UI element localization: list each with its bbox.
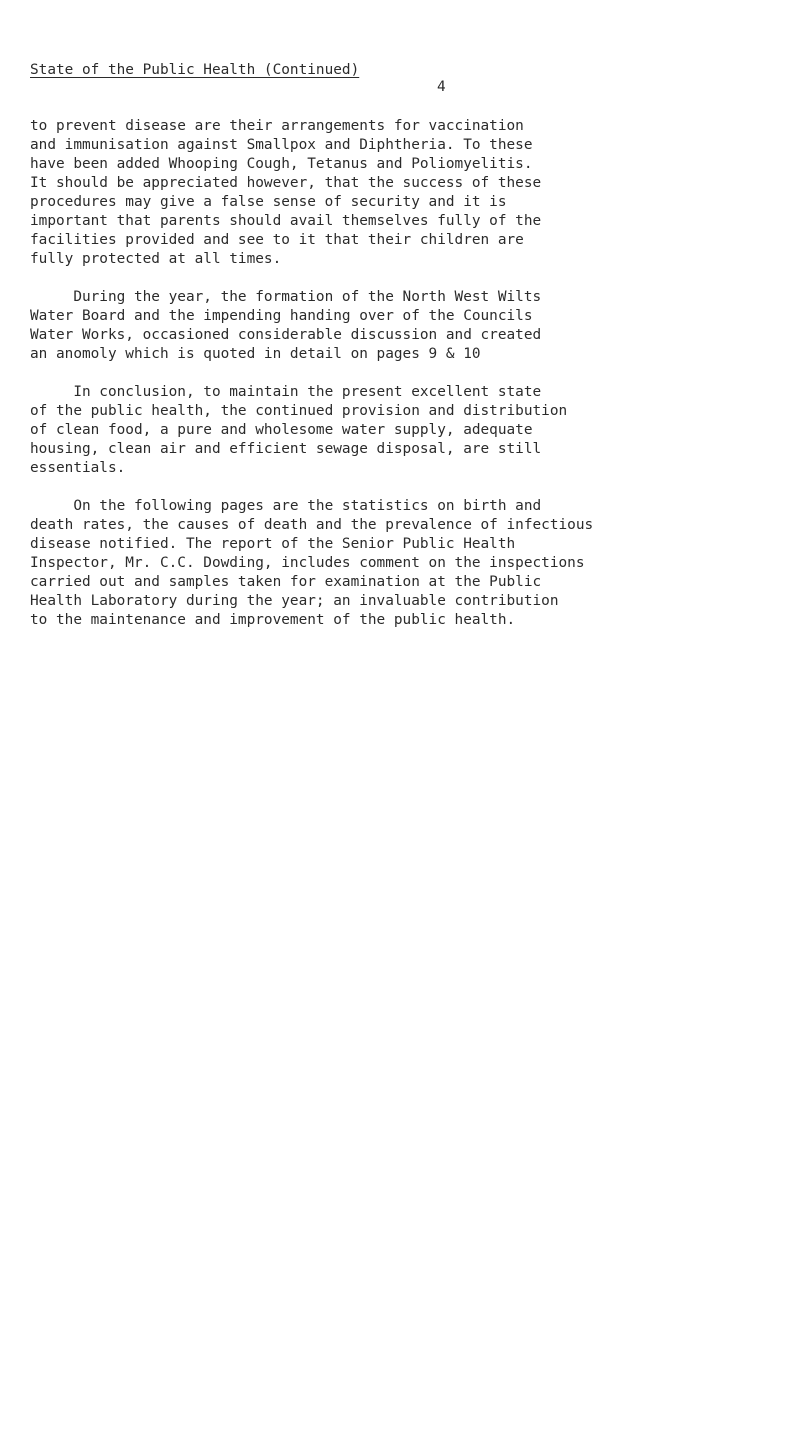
text-line: It should be appreciated however, that the success of these — [30, 175, 542, 191]
text-line: Water Board and the impending handing over of the Councils — [30, 308, 533, 324]
text-line: In conclusion, to maintain the present excellent state — [30, 384, 542, 400]
text-line: essentials. — [30, 460, 126, 476]
text-line: On the following pages are the statistics on birth and — [30, 498, 542, 514]
text-line: facilities provided and see to it that their children are — [30, 232, 524, 248]
text-line: an anomoly which is quoted in detail on pages 9 & 10 — [30, 346, 481, 362]
text-line: have been added Whooping Cough, Tetanus and Poliomyelitis. — [30, 156, 533, 172]
text-line: procedures may give a false sense of security and it is — [30, 194, 507, 210]
text-line: disease notified. The report of the Senior Public Health — [30, 536, 516, 552]
paragraph-water-board — [30, 288, 800, 364]
page-number: 4 — [437, 79, 446, 95]
text-line: important that parents should avail themselves fully of the — [30, 213, 542, 229]
text-line: death rates, the causes of death and the prevalence of infectious — [30, 517, 594, 533]
paragraph-vaccination — [30, 117, 800, 269]
paragraph-conclusion — [30, 383, 800, 478]
text-line: Health Laboratory during the year; an invaluable contribution — [30, 593, 559, 609]
text-line: fully protected at all times. — [30, 251, 282, 267]
paragraph-statistics — [30, 497, 800, 630]
page-header-title: State of the Public Health (Continued) — [30, 62, 360, 78]
text-line: Water Works, occasioned considerable discussion and created — [30, 327, 542, 343]
body-text — [30, 117, 800, 630]
text-line: to the maintenance and improvement of the public health. — [30, 612, 516, 628]
text-line: of clean food, a pure and wholesome water supply, adequate — [30, 422, 533, 438]
text-line: Inspector, Mr. C.C. Dowding, includes comment on the inspections — [30, 555, 585, 571]
text-line: to prevent disease are their arrangements for vaccination — [30, 118, 524, 134]
text-line: of the public health, the continued provision and distribution — [30, 403, 568, 419]
text-line: housing, clean air and efficient sewage disposal, are still — [30, 441, 542, 457]
text-line: and immunisation against Smallpox and Diphtheria. To these — [30, 137, 533, 153]
text-line: carried out and samples taken for examination at the Public — [30, 574, 542, 590]
text-line: During the year, the formation of the North West Wilts — [30, 289, 542, 305]
